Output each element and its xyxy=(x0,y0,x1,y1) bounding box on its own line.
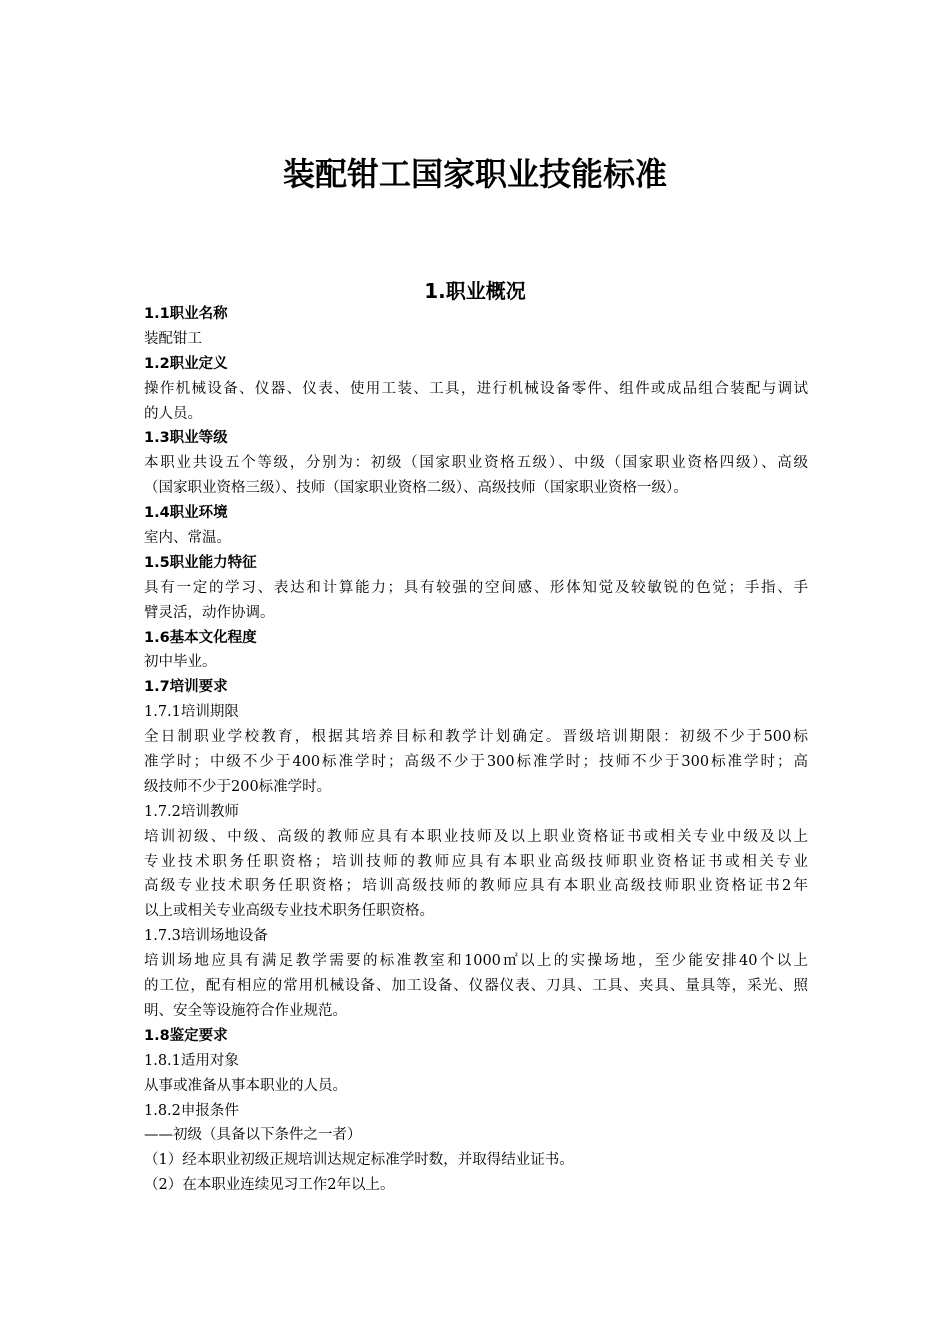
paragraph-line: 培训初级、中级、高级的教师应具有本职业技师及以上职业资格证书或相关专业中级及以上 xyxy=(144,828,808,845)
subsection-heading: 1.8.1适用对象 xyxy=(144,1052,239,1069)
paragraph-line: 装配钳工 xyxy=(144,330,202,347)
section-heading: 1.3职业等级 xyxy=(144,430,228,447)
paragraph-line: 准学时；中级不少于400标准学时；高级不少于300标准学时；技师不少于300标准学时；高 xyxy=(144,754,808,771)
paragraph-line: 专业技术职务任职资格；培训技师的教师应具有本职业高级技师职业资格证书或相关专业 xyxy=(144,853,808,870)
paragraph-line: 操作机械设备、仪器、仪表、使用工装、工具，进行机械设备零件、组件或成品组合装配与调试 xyxy=(144,380,808,397)
subsection-heading: 1.7.3培训场地设备 xyxy=(144,928,268,945)
section-heading: 1.7培训要求 xyxy=(144,679,228,696)
section-heading: 1.2职业定义 xyxy=(144,355,228,372)
document-title: 装配钳工国家职业技能标准 xyxy=(282,155,667,193)
subsection-heading: 1.7.1培训期限 xyxy=(144,704,239,721)
section-heading: 1.1职业名称 xyxy=(144,306,228,322)
paragraph-line: 明、安全等设施符合作业规范。 xyxy=(144,1002,347,1019)
paragraph-line: 级技师不少于200标准学时。 xyxy=(144,778,332,795)
paragraph-line: 的人员。 xyxy=(144,405,202,422)
paragraph-line: （1）经本职业初级正规培训达规定标准学时数，并取得结业证书。 xyxy=(144,1152,574,1169)
section-heading: 1.4职业环境 xyxy=(144,505,228,522)
paragraph-line: 培训场地应具有满足教学需要的标准教室和1000㎡以上的实操场地，至少能安排40个以上 xyxy=(144,953,808,970)
section-title: 1.职业概况 xyxy=(424,279,526,303)
section-heading: 1.6基本文化程度 xyxy=(144,629,257,646)
paragraph-line: （2）在本职业连续见习工作2年以上。 xyxy=(144,1177,395,1194)
paragraph-line: 以上或相关专业高级专业技术职务任职资格。 xyxy=(144,903,434,920)
subsection-heading: 1.8.2申报条件 xyxy=(144,1102,239,1119)
paragraph-line: 臂灵活，动作协调。 xyxy=(144,604,275,621)
paragraph-line: （国家职业资格三级）、技师（国家职业资格二级）、高级技师（国家职业资格一级）。 xyxy=(144,480,688,497)
paragraph-line: 室内、常温。 xyxy=(144,530,231,547)
section-heading: 1.5职业能力特征 xyxy=(144,554,257,571)
paragraph-line: 的工位，配有相应的常用机械设备、加工设备、仪器仪表、刀具、工具、夹具、量具等，采光、照 xyxy=(144,978,808,995)
document-body xyxy=(144,302,808,1198)
section-heading: 1.8鉴定要求 xyxy=(144,1027,228,1044)
paragraph-line: 具有一定的学习、表达和计算能力；具有较强的空间感、形体知觉及较敏锐的色觉；手指、手 xyxy=(144,579,808,596)
paragraph-line: 初中毕业。 xyxy=(144,654,217,671)
paragraph-line: 从事或准备从事本职业的人员。 xyxy=(144,1077,347,1094)
subsection-heading: 1.7.2培训教师 xyxy=(144,803,239,820)
paragraph-line: 本职业共设五个等级，分别为：初级（国家职业资格五级）、中级（国家职业资格四级）、高级 xyxy=(144,455,808,472)
paragraph-line: 全日制职业学校教育，根据其培养目标和教学计划确定。晋级培训期限：初级不少于500标 xyxy=(144,729,808,746)
paragraph-line: ——初级（具备以下条件之一者） xyxy=(144,1127,362,1144)
paragraph-line: 高级专业技术职务任职资格；培训高级技师的教师应具有本职业高级技师职业资格证书2年 xyxy=(144,878,808,895)
